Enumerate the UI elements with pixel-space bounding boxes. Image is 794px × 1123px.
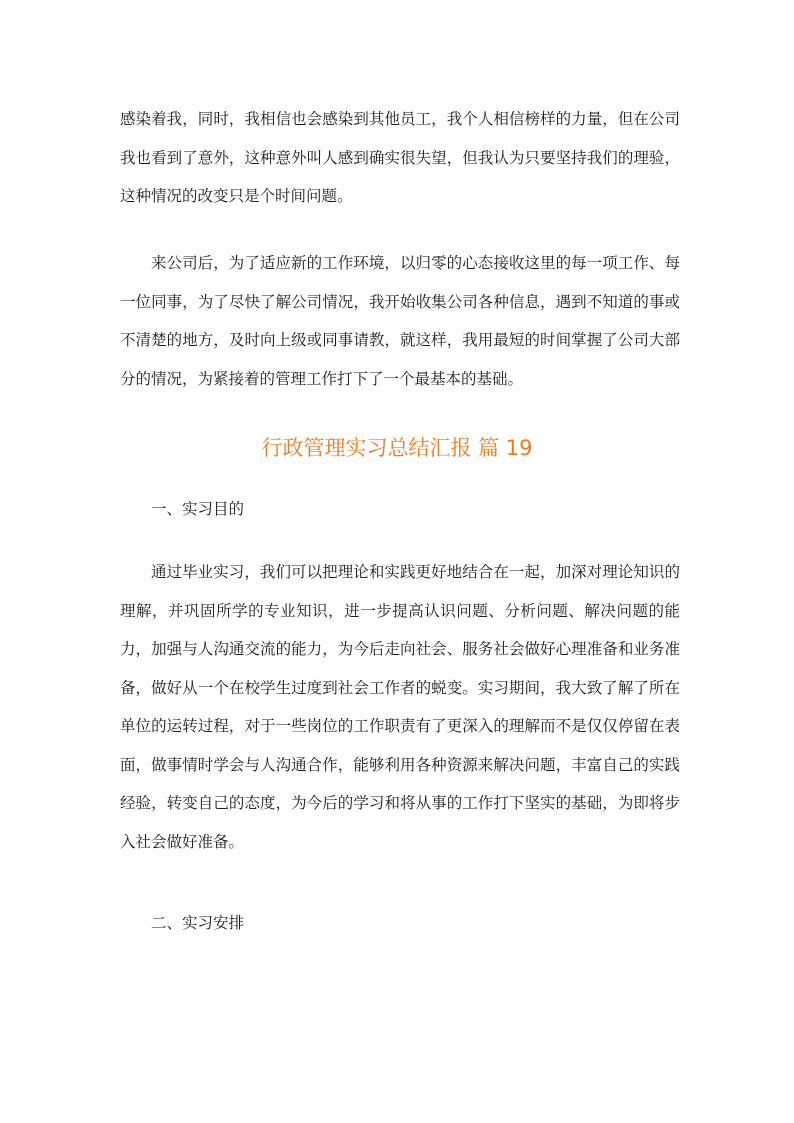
paragraph-internship-purpose: 通过毕业实习，我们可以把理论和实践更好地结合在一起，加深对理论知识的理解，并巩固所学的专业知识，进一步提高认识问题、分析问题、解决问题的能力，加强与人沟通交流的能力，为今后走向社会、服务社会做好心理准备和业务准备，做好从一个在校学生过度到社会工作者的蜕变。实习期间，我大致了解了所在单位的运转过程，对于一些岗位的工作职责有了更深入的理解而不是仅仅停留在表面，做事情时学会与人沟通合作，能够利用各种资源来解决问题，丰富自己的实践经验，转变自己的态度，为今后的学习和将从事的工作打下坚实的基础，为即将步入社会做好准备。 <box>120 563 680 851</box>
paragraph-arrival: 来公司后，为了适应新的工作环境，以归零的心态接收这里的每一项工作、每一位同事，为了尽快了解公司情况，我开始收集公司各种信息，遇到不知道的事或不清楚的地方，及时向上级或同事请教，就这样，我用最短的时间掌握了公司大部分的情况，为紧接着的管理工作打下了一个最基本的基础。 <box>120 254 680 388</box>
paragraph-intro-continuation: 感染着我，同时，我相信也会感染到其他员工，我个人相信榜样的力量，但在公司我也看到了意外，这种意外叫人感到确实很失望，但我认为只要坚持我们的理验，这种情况的改变只是个时间问题。 <box>120 110 680 205</box>
section-title: 行政管理实习总结汇报 篇 19 <box>261 436 533 460</box>
heading-internship-purpose: 一、实习目的 <box>151 500 245 518</box>
heading-internship-arrangement: 二、实习安排 <box>151 914 245 932</box>
